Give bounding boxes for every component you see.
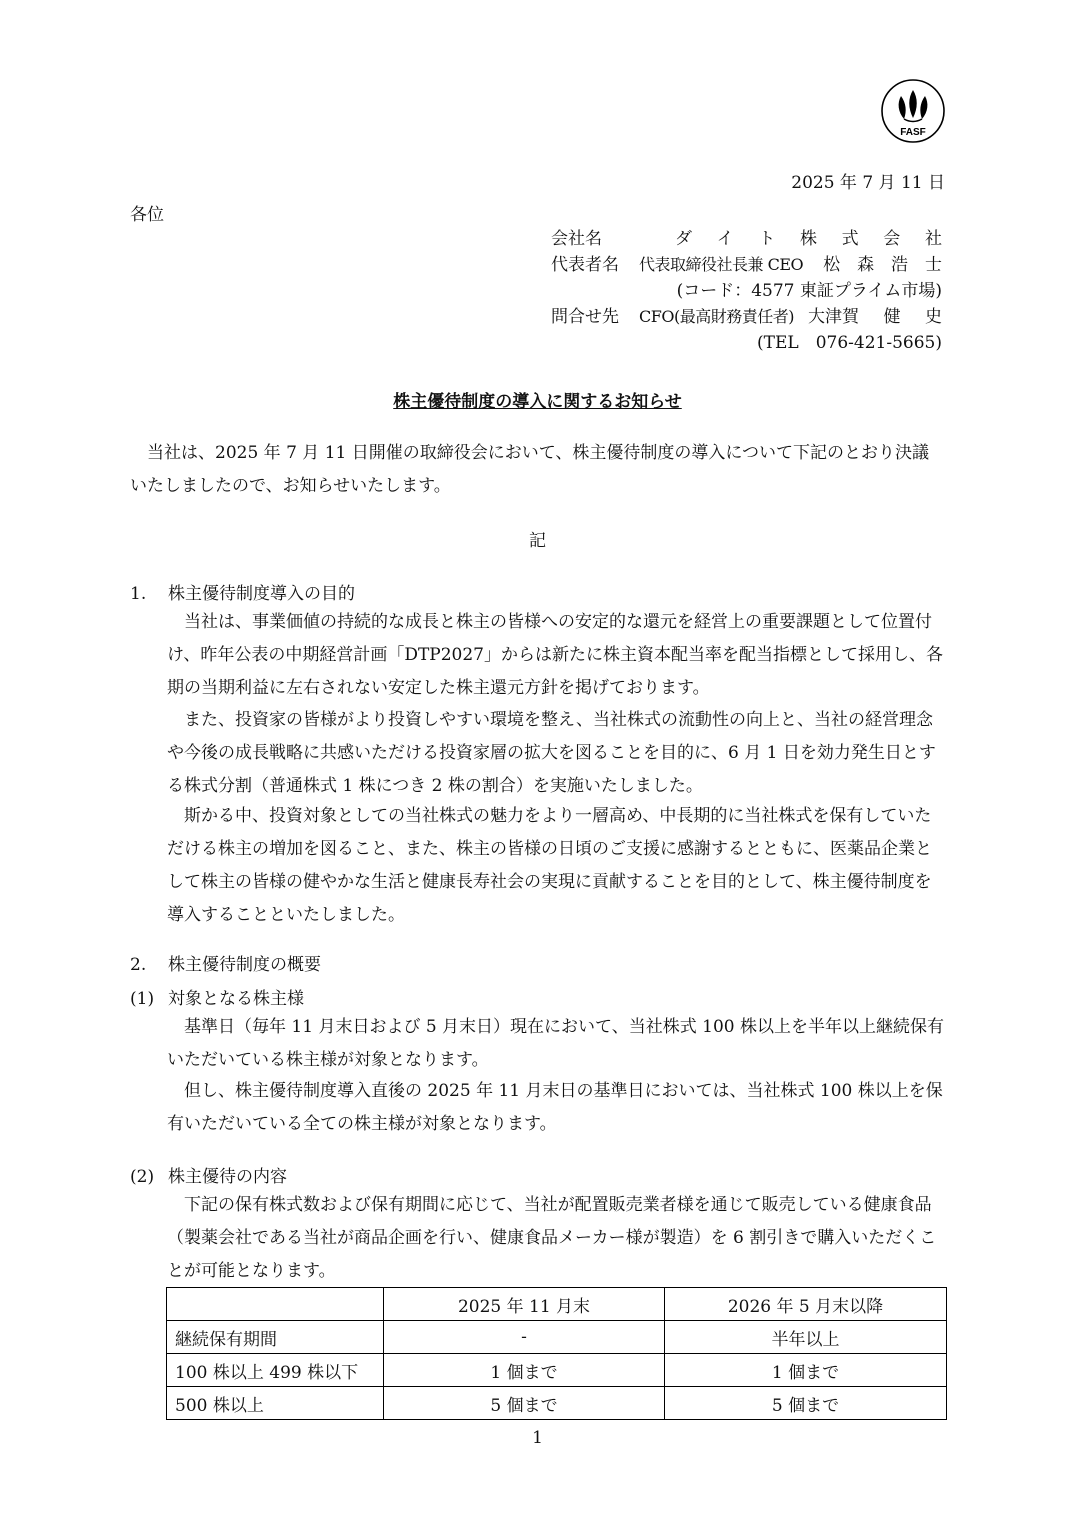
rep-name-char: 士 bbox=[925, 255, 942, 275]
table-cell: 5 個まで bbox=[384, 1387, 665, 1420]
table-header-cell: 2026 年 5 月末以降 bbox=[665, 1288, 947, 1321]
table-header-row bbox=[167, 1288, 947, 1321]
table-cell: 1 個まで bbox=[665, 1354, 947, 1387]
company-label: 会社名 bbox=[551, 229, 602, 249]
company-char: ダ bbox=[675, 229, 692, 249]
section1-heading bbox=[130, 579, 945, 604]
company-char: 会 bbox=[883, 229, 901, 249]
document-date: 2025 年 7 月 11 日 bbox=[791, 173, 945, 193]
page-number: 1 bbox=[532, 1428, 543, 1448]
subsection1-heading bbox=[130, 984, 945, 1009]
contact-name bbox=[794, 304, 942, 330]
company-name bbox=[639, 226, 942, 252]
section1-title: 株主優待制度導入の目的 bbox=[168, 584, 355, 604]
rep-label: 代表者名 bbox=[551, 255, 619, 275]
section1-number: 1. bbox=[130, 584, 147, 604]
tel-row bbox=[551, 330, 942, 356]
section1-paragraph: 当社は、事業価値の持続的な成長と株主の皆様への安定的な還元を経営上の重要課題として位置付け、昨年公表の中期経営計画「DTP2027」からは新たに株主資本配当率を配当指標として採用し、各期の当期利益に左右されない安定した株主還元方針を掲げております。 bbox=[167, 612, 943, 698]
subsection2-number: (2) bbox=[130, 1167, 155, 1187]
stock-code: (コード：4577 東証プライム市場) bbox=[676, 281, 942, 301]
table-cell: 5 個まで bbox=[665, 1387, 947, 1420]
subsection1-title: 対象となる株主様 bbox=[168, 989, 304, 1009]
logo-text: FASF bbox=[900, 127, 926, 138]
rep-name bbox=[803, 252, 942, 278]
contact-name-part: 大津賀 bbox=[807, 307, 859, 327]
tel-number: (TEL 076-421-5665) bbox=[757, 333, 942, 353]
subsection2-heading bbox=[130, 1162, 945, 1187]
company-char: 社 bbox=[924, 229, 942, 249]
section2-heading bbox=[130, 950, 945, 975]
addressee: 各位 bbox=[130, 205, 164, 225]
company-char: ト bbox=[758, 229, 776, 249]
company-char: イ bbox=[716, 229, 734, 249]
fasf-logo bbox=[880, 78, 946, 144]
subsection2-paragraph: 下記の保有株式数および保有期間に応じて、当社が配置販売業者様を通じて販売している健康食品（製薬会社である当社が商品企画を行い、健康食品メーカー様が製造）を 6 割引きで購入いただくことが可能となります。 bbox=[167, 1195, 937, 1281]
contact-label: 問合せ先 bbox=[551, 307, 619, 327]
table-row bbox=[167, 1387, 947, 1420]
intro-paragraph: 当社は、2025 年 7 月 11 日開催の取締役会において、株主優待制度の導入について下記のとおり決議いたしましたので、お知らせいたします。 bbox=[130, 443, 930, 496]
table-cell: 500 株以上 bbox=[167, 1387, 384, 1420]
contact-row bbox=[551, 304, 942, 330]
rep-name-char: 浩 bbox=[891, 255, 909, 275]
section2-number: 2. bbox=[130, 955, 147, 975]
ki-heading: 記 bbox=[529, 531, 546, 551]
document-title: 株主優待制度の導入に関するお知らせ bbox=[393, 392, 682, 412]
table-header-cell: 2025 年 11 月末 bbox=[384, 1288, 665, 1321]
subsection1-paragraph: 但し、株主優待制度導入直後の 2025 年 11 月末日の基準日においては、当社株式 100 株以上を保有いただいている全ての株主様が対象となります。 bbox=[167, 1081, 943, 1134]
company-row bbox=[551, 226, 942, 252]
section2-title: 株主優待制度の概要 bbox=[168, 955, 321, 975]
contact-name-part: 史 bbox=[924, 307, 942, 327]
representative-row bbox=[551, 252, 942, 278]
rep-name-char: 森 bbox=[857, 255, 875, 275]
section1-paragraph: また、投資家の皆様がより投資しやすい環境を整え、当社株式の流動性の向上と、当社の経営理念や今後の成長戦略に共感いただける投資家層の拡大を図ることを目的に、6 月 1 日を効力発生日とする株式分割（普通株式 1 株につき 2 株の割合）を実施いたしました。 bbox=[167, 710, 936, 796]
table-cell: - bbox=[384, 1321, 665, 1354]
company-char: 式 bbox=[841, 229, 859, 249]
benefit-table bbox=[166, 1287, 947, 1420]
contact-name-part: 健 bbox=[883, 307, 901, 327]
table-cell: 半年以上 bbox=[665, 1321, 947, 1354]
table-cell: 継続保有期間 bbox=[167, 1321, 384, 1354]
table-cell: 100 株以上 499 株以下 bbox=[167, 1354, 384, 1387]
subsection1-paragraph: 基準日（毎年 11 月末日および 5 月末日）現在において、当社株式 100 株以上を半年以上継続保有いただいている株主様が対象となります。 bbox=[167, 1017, 944, 1070]
rep-name-char: 松 bbox=[823, 255, 841, 275]
section1-paragraph: 斯かる中、投資対象としての当社株式の魅力をより一層高め、中長期的に当社株式を保有していただける株主の増加を図ること、また、株主の皆様の日頃のご支援に感謝するとともに、医薬品企業として株主の皆様の健やかな生活と健康長寿社会の実現に貢献することを目的として、株主優待制度を導入することといたしました。 bbox=[167, 806, 932, 925]
table-row bbox=[167, 1321, 947, 1354]
subsection1-number: (1) bbox=[130, 989, 155, 1009]
table-cell: 1 個まで bbox=[384, 1354, 665, 1387]
table-header-cell bbox=[167, 1288, 384, 1321]
code-row bbox=[551, 278, 942, 304]
subsection2-title: 株主優待の内容 bbox=[168, 1167, 287, 1187]
sender-block bbox=[551, 226, 942, 356]
rep-title: 代表取締役社長兼 CEO bbox=[639, 255, 804, 274]
company-char: 株 bbox=[799, 229, 817, 249]
table-row bbox=[167, 1354, 947, 1387]
contact-title: CFO(最高財務責任者) bbox=[639, 307, 794, 326]
